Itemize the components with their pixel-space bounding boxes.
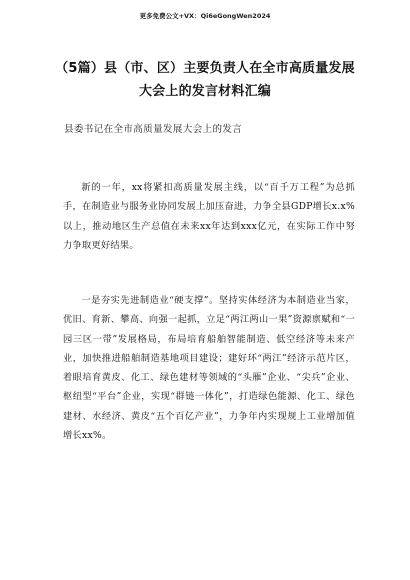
document-title-line-1: （5篇）县（市、区）主要负责人在全市高质量发展 — [55, 61, 355, 76]
paragraph-intro: 新的一年，xx将紧扣高质量发展主线，以“百千万工程”为总抓手，在制造业与服务业协同发展上加压奋进，力争全县GDP增长x.x%以上，推动地区生产总值在未来xx年达到xxx亿元，在实际工作中努力争取更好结果。 — [63, 182, 355, 251]
speech-subtitle: 县委书记在全市高质量发展大会上的发言 — [64, 124, 243, 135]
header-note: 更多免费公文+VX：Qi6eGongWen2024 — [139, 12, 271, 20]
document-title-line-2: 大会上的发言材料汇编 — [138, 84, 271, 99]
paragraph-manufacturing: 一是夯实先进制造业“硬支撑”。坚持实体经济为本制造业当家，优旧、育新、攀高、向强一起抓，立足“两江两山一果”资源禀赋和“一园三区一带”发展格局，布局培育船舶智能制造、低空经济等未来产业，加快推进船舶制造基地项目建设；建好环“两江”经济示范片区，着眼培育黄皮、化工、绿色建材等领域的“头雁”企业、“尖兵”企业、枢纽型“平台”企业，实现“群链一体化”，打造绿色能源、化工、绿色建材、水经济、黄皮“五个百亿产业”，力争年内实现规上工业增加值增长xx%。 — [63, 295, 355, 442]
